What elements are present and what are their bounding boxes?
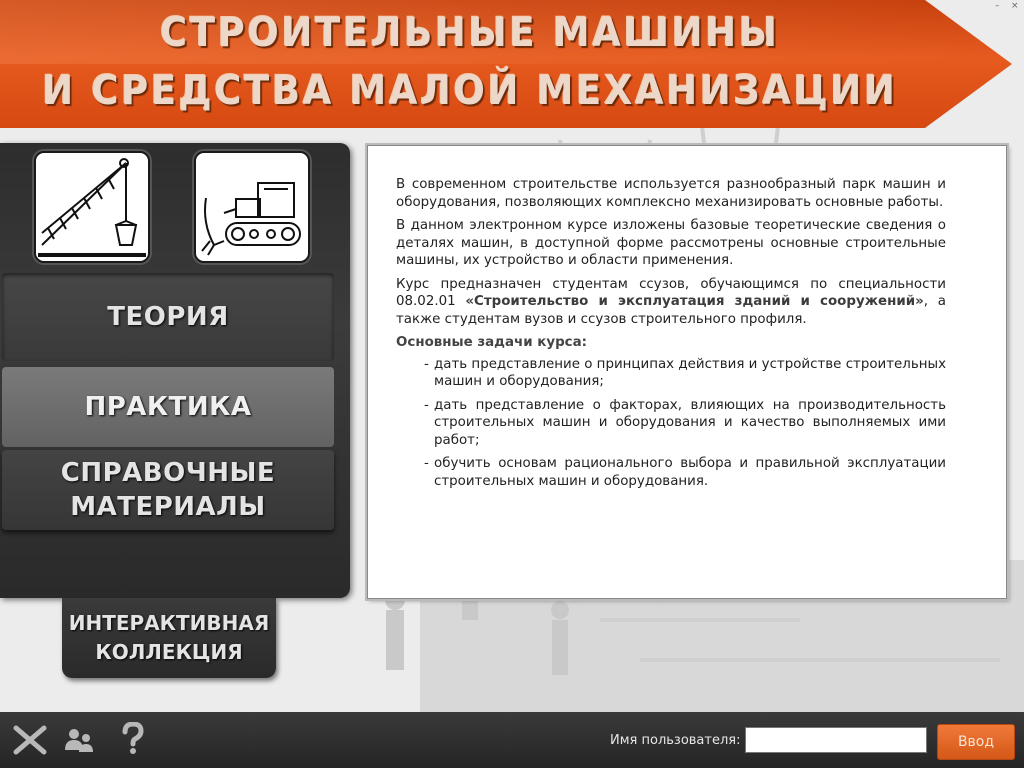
task-list-item [424,397,946,450]
task-dash: - [424,456,429,471]
header-banner [0,0,1024,135]
interactive-label-line-1: ИНТЕРАКТИВНАЯ [68,611,270,635]
interactive-label-line-2: КОЛЛЕКЦИЯ [95,640,243,664]
close-window-button[interactable]: × [1011,1,1019,11]
crane-tile[interactable] [34,151,150,263]
users-icon[interactable] [64,726,96,754]
course-description-text [396,176,946,496]
task-text: дать представление о принципах действия и устройстве строительных машин и оборудования; [434,356,946,389]
paragraph-3-start: Курс предназначен студентам ссузов, обучающимся по специальности 08.02.01 [396,276,946,309]
menu-theory-button[interactable]: ТЕОРИЯ [2,273,334,361]
username-input[interactable] [745,727,927,753]
task-dash: - [424,397,429,413]
menu-reference-label-line-2: МАТЕРИАЛЫ [70,492,266,522]
course-description-panel [367,145,1007,599]
username-label: Имя пользователя: [610,733,741,748]
help-icon[interactable] [120,722,146,756]
exit-icon[interactable] [12,724,48,756]
task-list-item [424,455,946,490]
intro-paragraph-2: В данном электронном курсе изложены базовые теоретические сведения о деталях машин, в доступной форме рассмотрены основные строительные машины, их устройство и области применения. [396,218,946,268]
intro-paragraph-1: В современном строительстве используется разнообразный парк машин и оборудования, позволяющих комплексно механизировать основные работы. [396,177,946,210]
menu-practice-button[interactable]: ПРАКТИКА [2,367,334,447]
tasks-heading: Основные задачи курса: [396,335,587,350]
interactive-collection-button[interactable] [62,598,276,678]
app-title-line-2: И СРЕДСТВА МАЛОЙ МЕХАНИЗАЦИИ [42,68,898,114]
bulldozer-tile[interactable] [194,151,310,263]
menu-reference-button[interactable] [2,450,334,530]
crane-icon [36,153,148,261]
paragraph-3-end: , а также студентам вузов и ссузов строительного профиля. [396,294,947,327]
task-text: дать представление о факторах, влияющих на производительность строительных машин и оборудования и качество выполняемых ими работ; [434,397,946,448]
task-dash: - [424,356,429,372]
intro-paragraph-3 [396,276,946,329]
minimize-button[interactable]: – [995,1,1000,11]
specialty-name: «Строительство и эксплуатация зданий и сооружений» [465,294,924,309]
task-list-item [424,356,946,391]
login-button[interactable]: Ввод [937,724,1015,760]
bulldozer-icon [196,153,308,261]
menu-reference-label-line-1: СПРАВОЧНЫЕ [60,458,276,488]
task-text: обучить основам рационального выбора и правильной эксплуатации строительных машин и оборудования. [434,456,946,489]
app-title-line-1: СТРОИТЕЛЬНЫЕ МАШИНЫ [160,10,780,56]
